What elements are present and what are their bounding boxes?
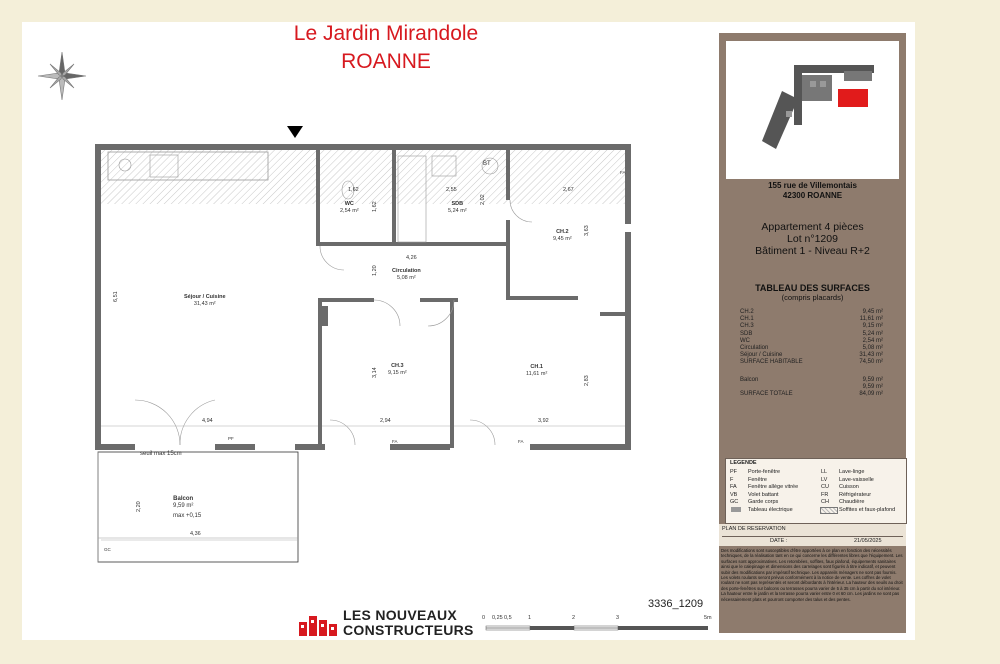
disclaimer-text: Des modifications sont susceptibles d'être apportées à ce plan en fonction des nécessités techniques, de la réalisation tant en ce qui concerne les différentes libres que l'équipement. Les surfaces sont approximatives. Les retombées, soffites, faux plafond, équipements sanitaires ainsi que le calepinage et dimensions des carrelages sont figurés à titre indicatif, et peuvent subir des modifications par impératif technique. Les appareils ménagers ne sont pas fournis. Les volets roulants seront prévus conformément à la notice de vente. Les coffres de volet roulant ne sont pas représentés et seront débordants à l'intérieur. La hauteur des seuils au droit des porte-fenêtres sur balcons ou terrasses pourra varier de 5 à 35 cm à partir du sol intérieur. La hauteur entre le jardin et la terrasse pourra varier entre 0 et 60 cm. Les jardins ne sont pas nécessairement plats et pourront comporter des talus et des pentes. bbox=[721, 548, 903, 602]
date-value: 21/05/2025 bbox=[854, 538, 882, 544]
surface-row-balcon bbox=[740, 377, 883, 384]
reservation-date-row bbox=[722, 536, 903, 545]
legend-code: PF bbox=[730, 469, 738, 475]
surface-value: 74,50 m² bbox=[859, 359, 883, 366]
legend-label: Tableau électrique bbox=[748, 506, 793, 513]
scale-label-5: 5m bbox=[704, 615, 712, 621]
legend-label: Porte-fenêtre bbox=[748, 469, 781, 475]
address-block bbox=[719, 181, 906, 201]
dim-ch1-w: 3,92 bbox=[538, 418, 549, 424]
scale-label-3: 3 bbox=[616, 615, 620, 621]
logo-line2: CONSTRUCTEURS bbox=[343, 622, 474, 638]
dim-ch1-h: 2,83 bbox=[584, 375, 590, 386]
room-ch1: CH.1 11,61 m² bbox=[526, 364, 548, 377]
surface-label: SURFACE HABITABLE bbox=[740, 359, 803, 366]
surface-row-habitable bbox=[740, 359, 883, 366]
legend-code: GC bbox=[730, 499, 739, 505]
surface-row bbox=[740, 316, 883, 323]
dim-sejour-w: 4,94 bbox=[202, 418, 213, 424]
legend-label: Lave-linge bbox=[839, 469, 865, 475]
reservation-box bbox=[719, 524, 906, 546]
surfaces-table-subtitle: (compris placards) bbox=[781, 293, 844, 302]
mark-bt: BT bbox=[483, 161, 491, 167]
logo-text bbox=[343, 608, 474, 638]
legend-label: Lave-vaisselle bbox=[839, 476, 874, 483]
surface-value: 11,61 m² bbox=[859, 316, 883, 323]
surface-row bbox=[740, 309, 883, 316]
mark-fa-1: FA bbox=[620, 170, 626, 175]
surface-label: CH.2 bbox=[740, 309, 754, 315]
surface-value: 9,59 m² bbox=[862, 383, 883, 390]
mark-fa-3: FA bbox=[392, 439, 398, 444]
surface-row bbox=[740, 331, 883, 338]
room-ch2: CH.2 9,45 m² bbox=[553, 229, 572, 242]
mark-seuil: seuil max 15cm bbox=[140, 451, 182, 457]
electrical-panel-icon bbox=[731, 507, 741, 512]
legend-label: Réfrigérateur bbox=[839, 491, 872, 498]
legend-label: Volet battant bbox=[748, 491, 779, 498]
surface-value: 5,24 m² bbox=[862, 330, 883, 337]
balcon-note: max +0,15 bbox=[173, 513, 202, 519]
surface-row bbox=[740, 352, 883, 359]
surface-label: SURFACE TOTALE bbox=[740, 390, 793, 397]
mark-fa-2: FA bbox=[518, 439, 524, 444]
surface-label: Séjour / Cuisine bbox=[740, 352, 783, 359]
room-circulation: Circulation 5,08 m² bbox=[392, 268, 421, 281]
scale-bar bbox=[482, 618, 712, 634]
scale-label-025: 0,25 bbox=[492, 615, 503, 621]
apartment-info bbox=[719, 221, 906, 257]
mark-gc: GC bbox=[104, 547, 111, 552]
scale-label-0: 0 bbox=[482, 615, 486, 621]
dim-circ-h: 1,20 bbox=[372, 265, 378, 276]
legend-code: VB bbox=[730, 491, 738, 498]
surface-value: 5,08 m² bbox=[862, 344, 883, 351]
surface-row-balcon-sub bbox=[740, 384, 883, 391]
surface-value: 2,54 m² bbox=[862, 337, 883, 344]
room-wc: WC 2,54 m² bbox=[340, 201, 359, 214]
project-name: Le Jardin Mirandole bbox=[293, 22, 479, 45]
building-level: Bâtiment 1 - Niveau R+2 bbox=[755, 245, 870, 257]
room-ch3: CH.3 9,15 m² bbox=[388, 363, 407, 376]
legend-label: Garde corps bbox=[748, 499, 779, 505]
surface-label: Balcon bbox=[740, 376, 759, 383]
building-keyplan bbox=[726, 41, 899, 179]
legend-code: FA bbox=[730, 484, 737, 490]
scale-label-2: 2 bbox=[572, 615, 576, 621]
surfaces-table bbox=[740, 309, 883, 398]
dim-sdb-h: 2,02 bbox=[480, 194, 486, 205]
surface-value: 9,15 m² bbox=[862, 323, 883, 330]
room-balcon: Balcon 9,59 m² bbox=[173, 496, 194, 509]
surface-value: 84,09 m² bbox=[859, 390, 883, 397]
legend-label: Soffites et faux-plafond bbox=[839, 506, 896, 513]
legend-label: Fenêtre allège vitrée bbox=[748, 484, 799, 490]
scale-label-05: 0,5 bbox=[504, 615, 512, 621]
dim-sdb-w: 2,55 bbox=[446, 187, 457, 193]
lot-reference: 3336_1209 bbox=[648, 598, 704, 610]
dim-wc-w: 1,62 bbox=[348, 187, 359, 193]
surface-label: CH.1 bbox=[740, 316, 754, 323]
surfaces-table-title: TABLEAU DES SURFACES bbox=[755, 283, 870, 293]
surface-label: WC bbox=[740, 337, 750, 344]
room-sdb: SDB 5,24 m² bbox=[448, 201, 467, 214]
surface-label: Circulation bbox=[740, 344, 769, 351]
legend-code: CU bbox=[821, 484, 829, 490]
surface-row bbox=[740, 345, 883, 352]
les-nouveaux-constructeurs-logo-icon bbox=[297, 612, 339, 638]
soffit-hatch-icon bbox=[820, 507, 838, 514]
legend-code: LL bbox=[821, 469, 828, 475]
legend-code: LV bbox=[821, 476, 828, 483]
dim-circ-w: 4,26 bbox=[406, 255, 417, 261]
dim-wc-h: 1,62 bbox=[372, 201, 378, 212]
apartment-type: Appartement 4 pièces bbox=[761, 221, 864, 233]
address-line2: 42300 ROANNE bbox=[782, 191, 843, 200]
legend-label: Chaudière bbox=[839, 499, 865, 505]
dim-sejour-h: 6,51 bbox=[113, 291, 119, 302]
scale-label-1: 1 bbox=[528, 615, 532, 621]
surface-value: 9,59 m² bbox=[862, 376, 883, 383]
logo-line1: LES NOUVEAUX bbox=[343, 607, 458, 623]
surface-label: SDB bbox=[740, 330, 753, 337]
project-city: ROANNE bbox=[341, 50, 431, 73]
dim-ch3-w: 2,94 bbox=[380, 418, 391, 424]
dim-balcon-w: 4,36 bbox=[190, 531, 201, 537]
dim-ch3-h: 3,14 bbox=[372, 367, 378, 378]
legend-code: F bbox=[730, 476, 734, 483]
mark-pf: PF bbox=[228, 436, 234, 441]
keyplan-icon bbox=[726, 41, 899, 179]
surface-label: CH.3 bbox=[740, 323, 754, 330]
lot-number: Lot n°1209 bbox=[787, 233, 838, 245]
surface-row bbox=[740, 323, 883, 330]
legend-code: CH bbox=[821, 499, 829, 505]
legend-label: Cuisson bbox=[839, 484, 859, 490]
legend-label: Fenêtre bbox=[748, 476, 767, 483]
dim-ch2-w: 2,67 bbox=[563, 187, 574, 193]
reservation-title: PLAN DE RESERVATION bbox=[722, 526, 786, 532]
surface-row-total bbox=[740, 391, 883, 398]
date-label: DATE : bbox=[770, 538, 788, 544]
surface-value: 31,43 m² bbox=[859, 352, 883, 359]
dim-ch2-h: 3,63 bbox=[584, 225, 590, 236]
dim-balcon-h: 2,20 bbox=[136, 501, 142, 512]
legend-box bbox=[725, 458, 907, 524]
address-line1: 155 rue de Villemontais bbox=[768, 181, 857, 190]
surface-row bbox=[740, 338, 883, 345]
room-sejour: Séjour / Cuisine 31,43 m² bbox=[184, 294, 226, 307]
legend-title: LEGENDE bbox=[730, 460, 757, 466]
legend-code: FR bbox=[821, 491, 829, 498]
surface-value: 9,45 m² bbox=[862, 309, 883, 315]
